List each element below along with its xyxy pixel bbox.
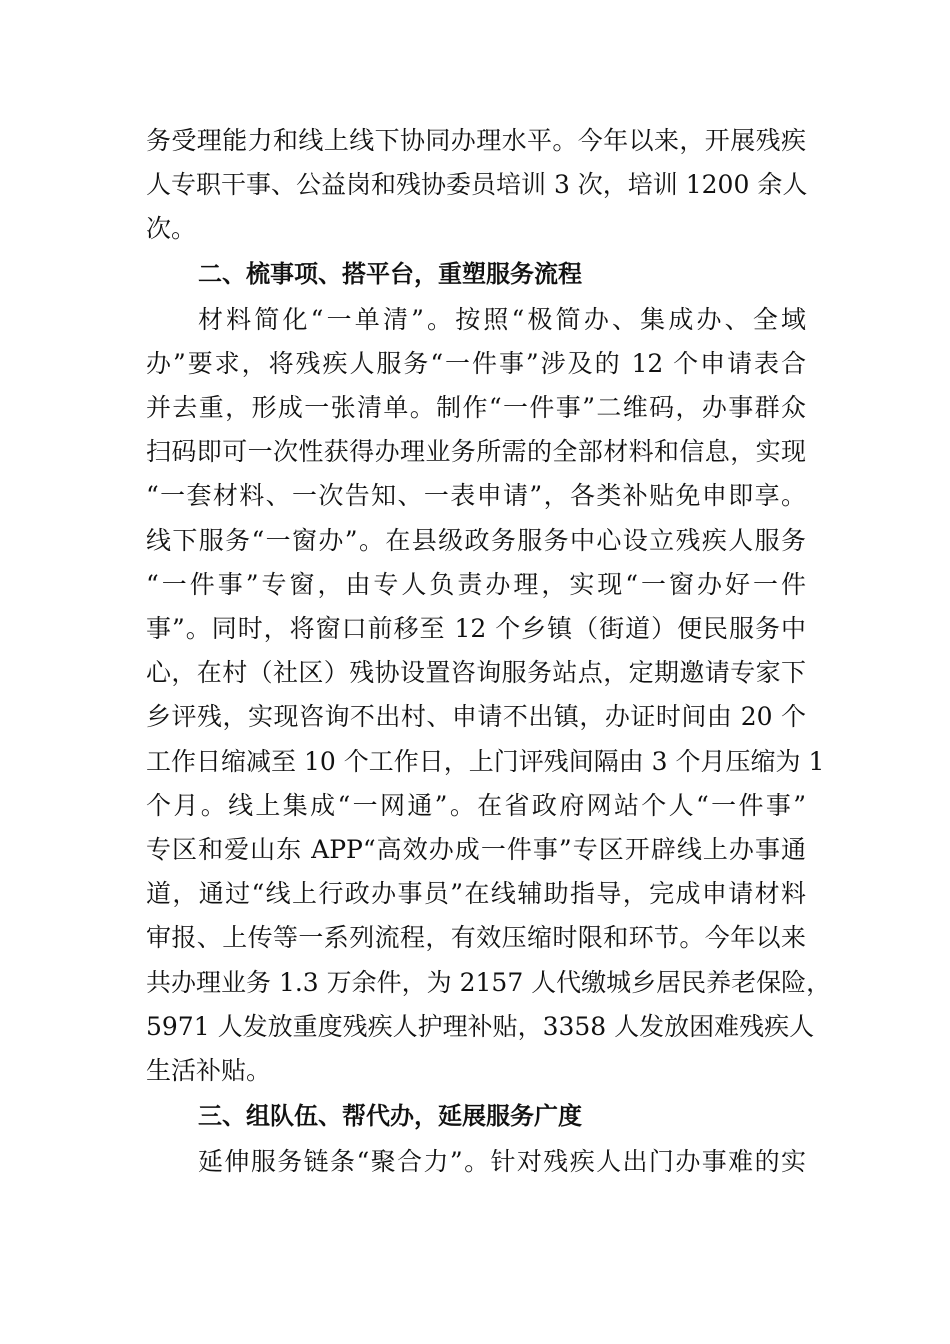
text-line: 延伸服务链条“聚合力”。针对残疾人出门办事难的实	[198, 1147, 806, 1176]
section-heading: 三、组队伍、帮代办，延展服务广度	[198, 1102, 582, 1130]
text-line: 务受理能力和线上线下协同办理水平。今年以来，开展残疾	[146, 126, 806, 155]
text-line: “一套材料、一次告知、一表申请”，各类补贴免申即享。	[146, 481, 806, 510]
text-line: 次。	[146, 214, 197, 243]
text-line: 办”要求，将残疾人服务“一件事”涉及的 12 个申请表合	[146, 349, 806, 378]
text-line: 生活补贴。	[146, 1056, 272, 1085]
text-line: 共办理业务 1.3 万余件，为 2157 人代缴城乡居民养老保险，	[146, 968, 832, 997]
text-line: 材料简化“一单清”。按照“极简办、集成办、全域	[198, 305, 806, 334]
text-line: 事”。同时，将窗口前移至 12 个乡镇（街道）便民服务中	[146, 614, 806, 643]
text-line: 乡评残，实现咨询不出村、申请不出镇，办证时间由 20 个	[146, 702, 806, 731]
text-line: 心，在村（社区）残协设置咨询服务站点，定期邀请专家下	[146, 658, 806, 687]
text-line: “一件事”专窗，由专人负责办理，实现“一窗办好一件	[146, 570, 806, 599]
section-heading: 二、梳事项、搭平台，重塑服务流程	[198, 260, 582, 288]
text-line: 人专职干事、公益岗和残协委员培训 3 次，培训 1200 余人	[146, 170, 808, 199]
text-line: 工作日缩减至 10 个工作日，上门评残间隔由 3 个月压缩为 1	[146, 747, 825, 776]
text-line: 审报、上传等一系列流程，有效压缩时限和环节。今年以来	[146, 923, 806, 952]
text-line: 扫码即可一次性获得办理业务所需的全部材料和信息，实现	[146, 437, 806, 466]
text-line: 5971 人发放重度残疾人护理补贴，3358 人发放困难残疾人	[146, 1012, 815, 1041]
text-line: 道，通过“线上行政办事员”在线辅助指导，完成申请材料	[146, 879, 806, 908]
text-line: 专区和爱山东 APP“高效办成一件事”专区开辟线上办事通	[146, 835, 806, 864]
text-line: 个月。线上集成“一网通”。在省政府网站个人“一件事”	[146, 791, 807, 820]
text-line: 并去重，形成一张清单。制作“一件事”二维码，办事群众	[146, 393, 806, 422]
text-line: 线下服务“一窗办”。在县级政务服务中心设立残疾人服务	[146, 526, 806, 555]
